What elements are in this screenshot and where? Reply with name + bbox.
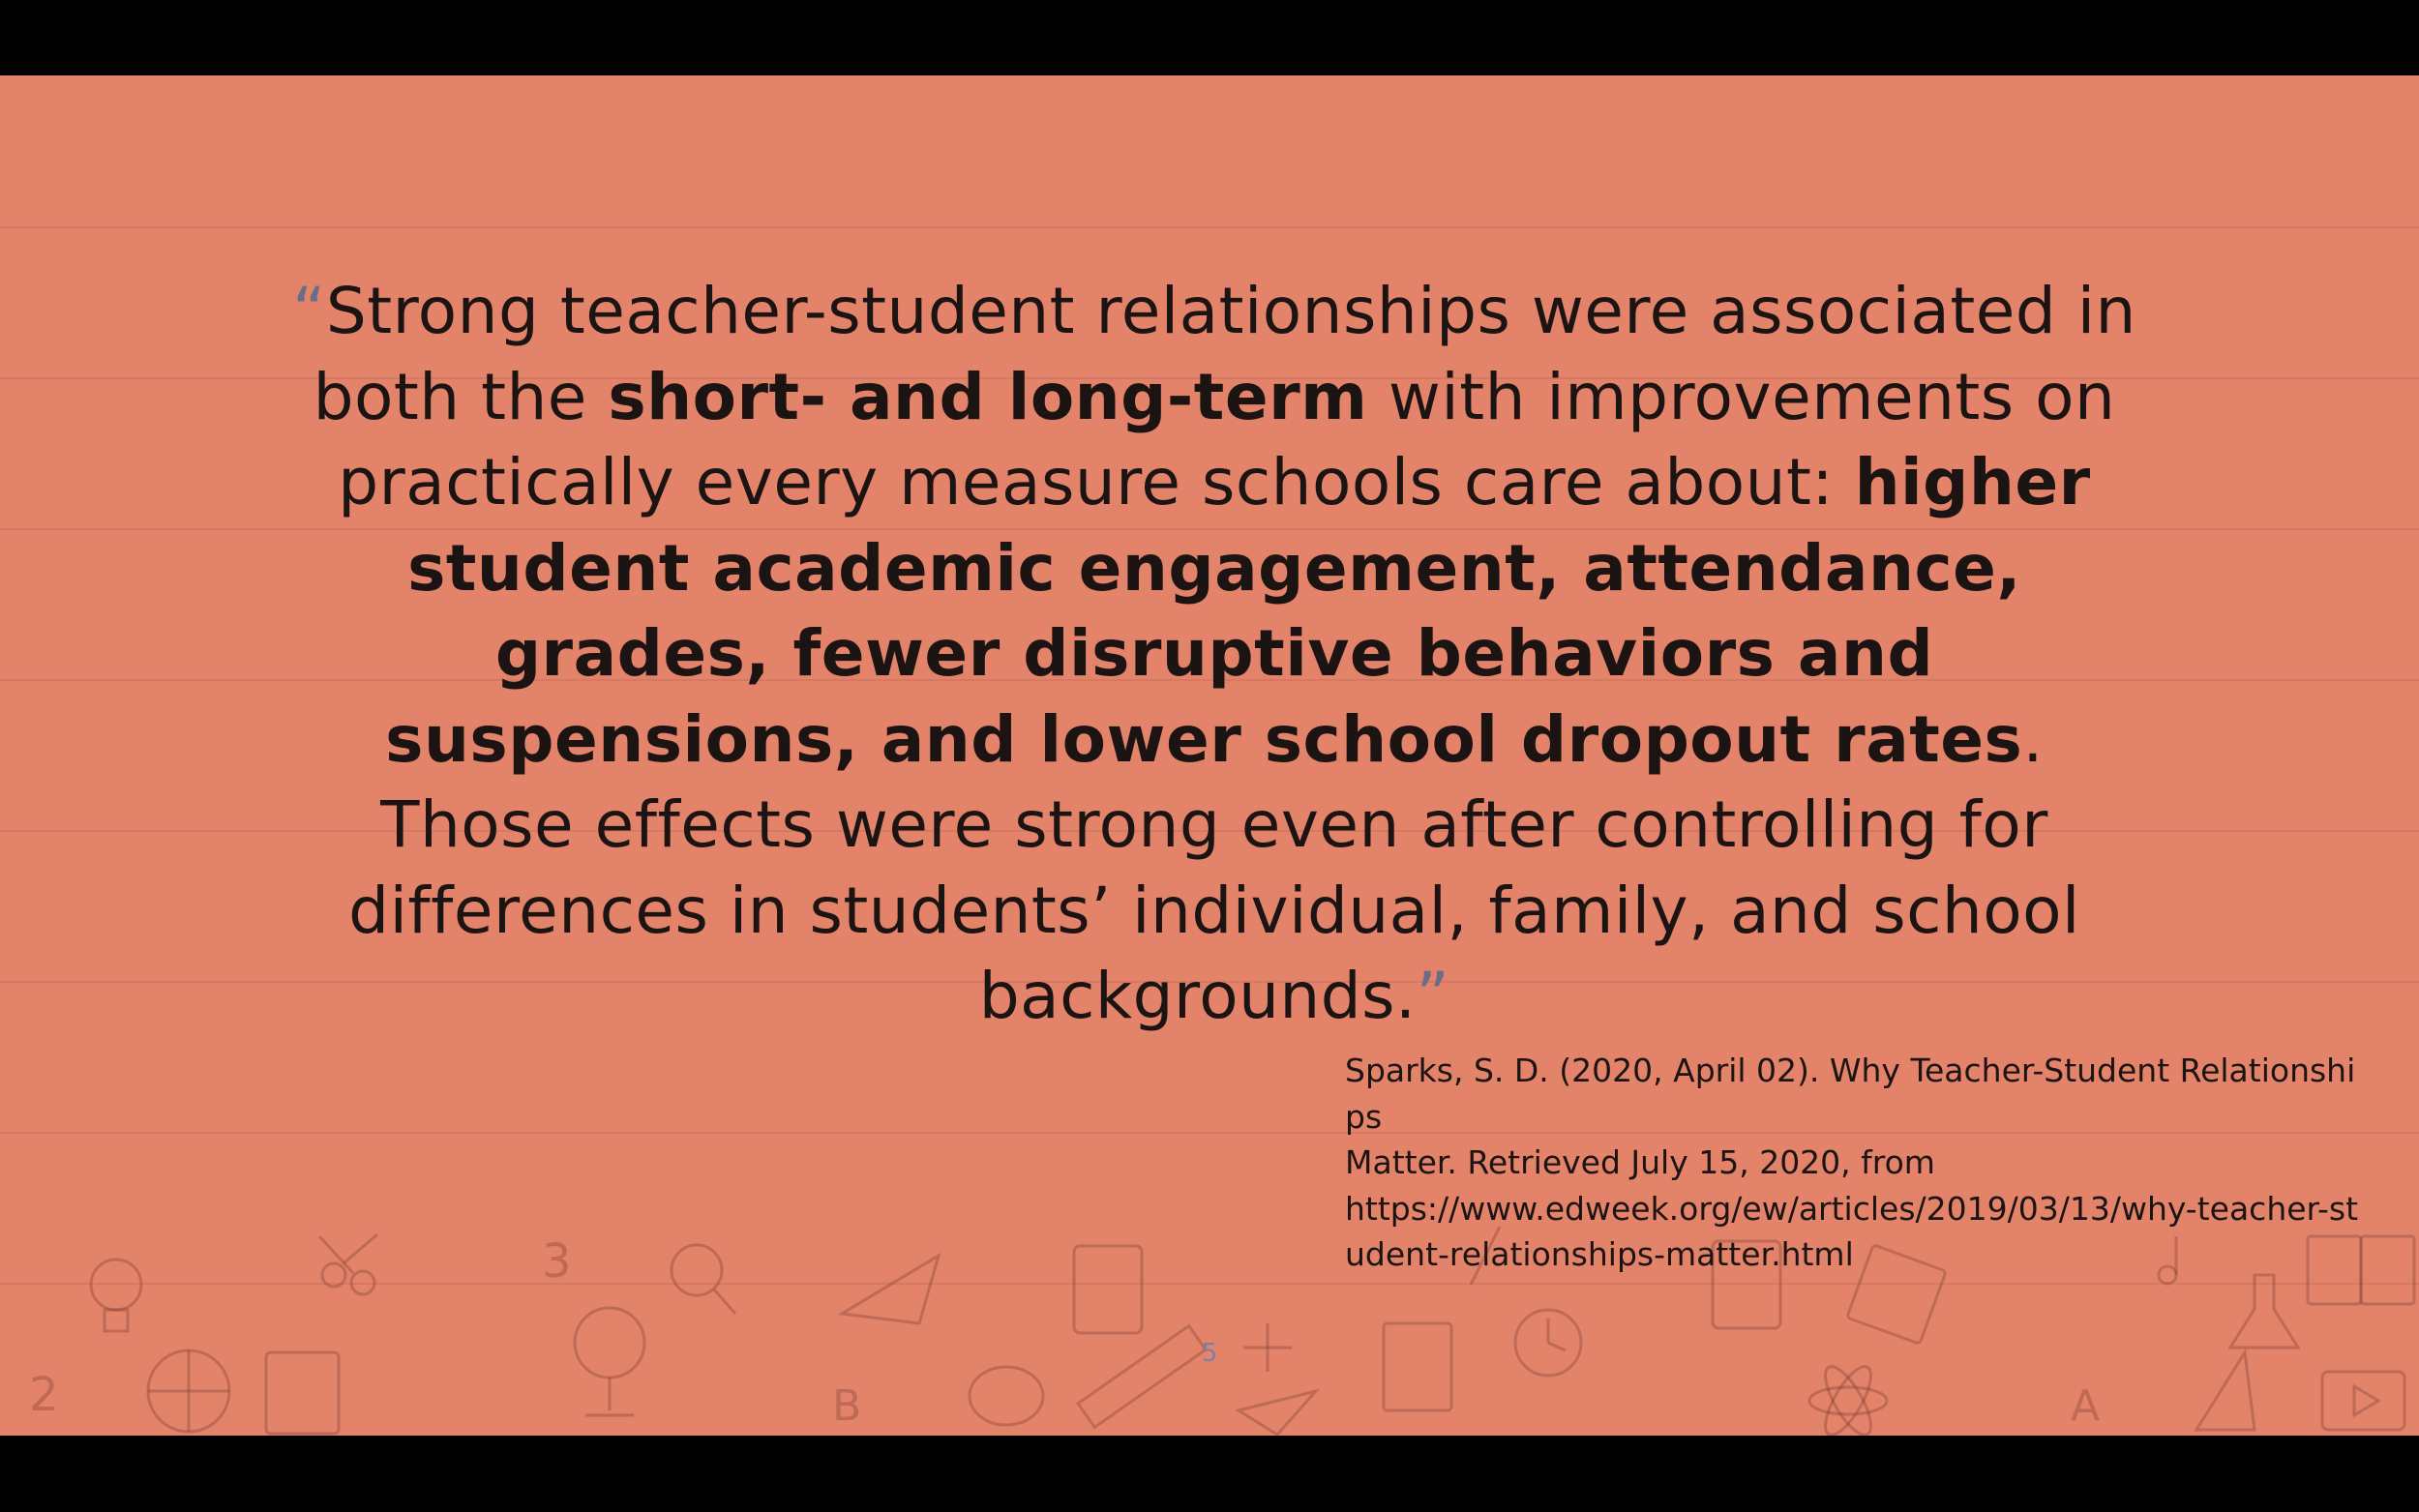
scissors-icon [319,1234,377,1294]
quote-bold-segment: short- and long-term [608,359,1368,434]
number-two-doodle: 2 [29,1368,59,1422]
letter-b-doodle: B [832,1381,862,1431]
tablet-play-icon [2322,1372,2404,1430]
clock-icon [1515,1310,1581,1376]
quote-segment: . Those effects were strong even after controlling for differences in students’ individual, family, and school backgrounds. [348,701,2080,1033]
document-icon [1384,1323,1451,1410]
citation-url-line[interactable]: https://www.edweek.org/ew/articles/2019/03/13/why-teacher-st [1345,1189,2359,1228]
page-number: 5 [1201,1339,1218,1368]
ruler-icon [1078,1326,1206,1428]
lightbulb-icon [91,1260,141,1331]
palette-icon [970,1367,1043,1425]
ruled-line [0,226,2419,228]
notebook-icon [1074,1246,1142,1333]
citation [1345,1048,2371,1278]
open-quote-mark: “ [292,274,326,348]
letter-a-doodle: A [2071,1381,2101,1431]
calculator-icon [266,1352,339,1434]
close-quote-mark: ” [1416,959,1450,1033]
quote-segment: with improvements on practically every measure schools care about: [338,359,2116,519]
quote-bold-segment: higher student academic engagement, attendance, grades, fewer disruptive behaviors and suspensions, and lower school dropout rates [385,445,2091,777]
paper-plane-icon [1239,1391,1316,1435]
set-square-icon [842,1256,939,1323]
citation-line: Sparks, S. D. (2020, April 02). Why Teacher-Student Relationships [1345,1052,2356,1136]
flask-icon [2230,1275,2298,1348]
globe-icon [575,1308,644,1415]
quote-text [290,269,2138,1040]
citation-url-line[interactable]: udent-relationships-matter.html [1345,1235,1854,1273]
quote-segment: Strong teacher-student relationships were associated in both the [313,274,2136,434]
basketball-icon [148,1350,229,1432]
letterbox-bottom [0,1436,2419,1512]
atom-icon [1809,1360,1887,1436]
citation-line: Matter. Retrieved July 15, 2020, from [1345,1143,1935,1181]
triangle-icon [2196,1352,2255,1430]
number-three-doodle: 3 [542,1234,572,1289]
magnifier-icon [672,1245,735,1314]
letterbox-top [0,0,2419,75]
slide [0,75,2419,1436]
plus-icon [1243,1323,1292,1372]
